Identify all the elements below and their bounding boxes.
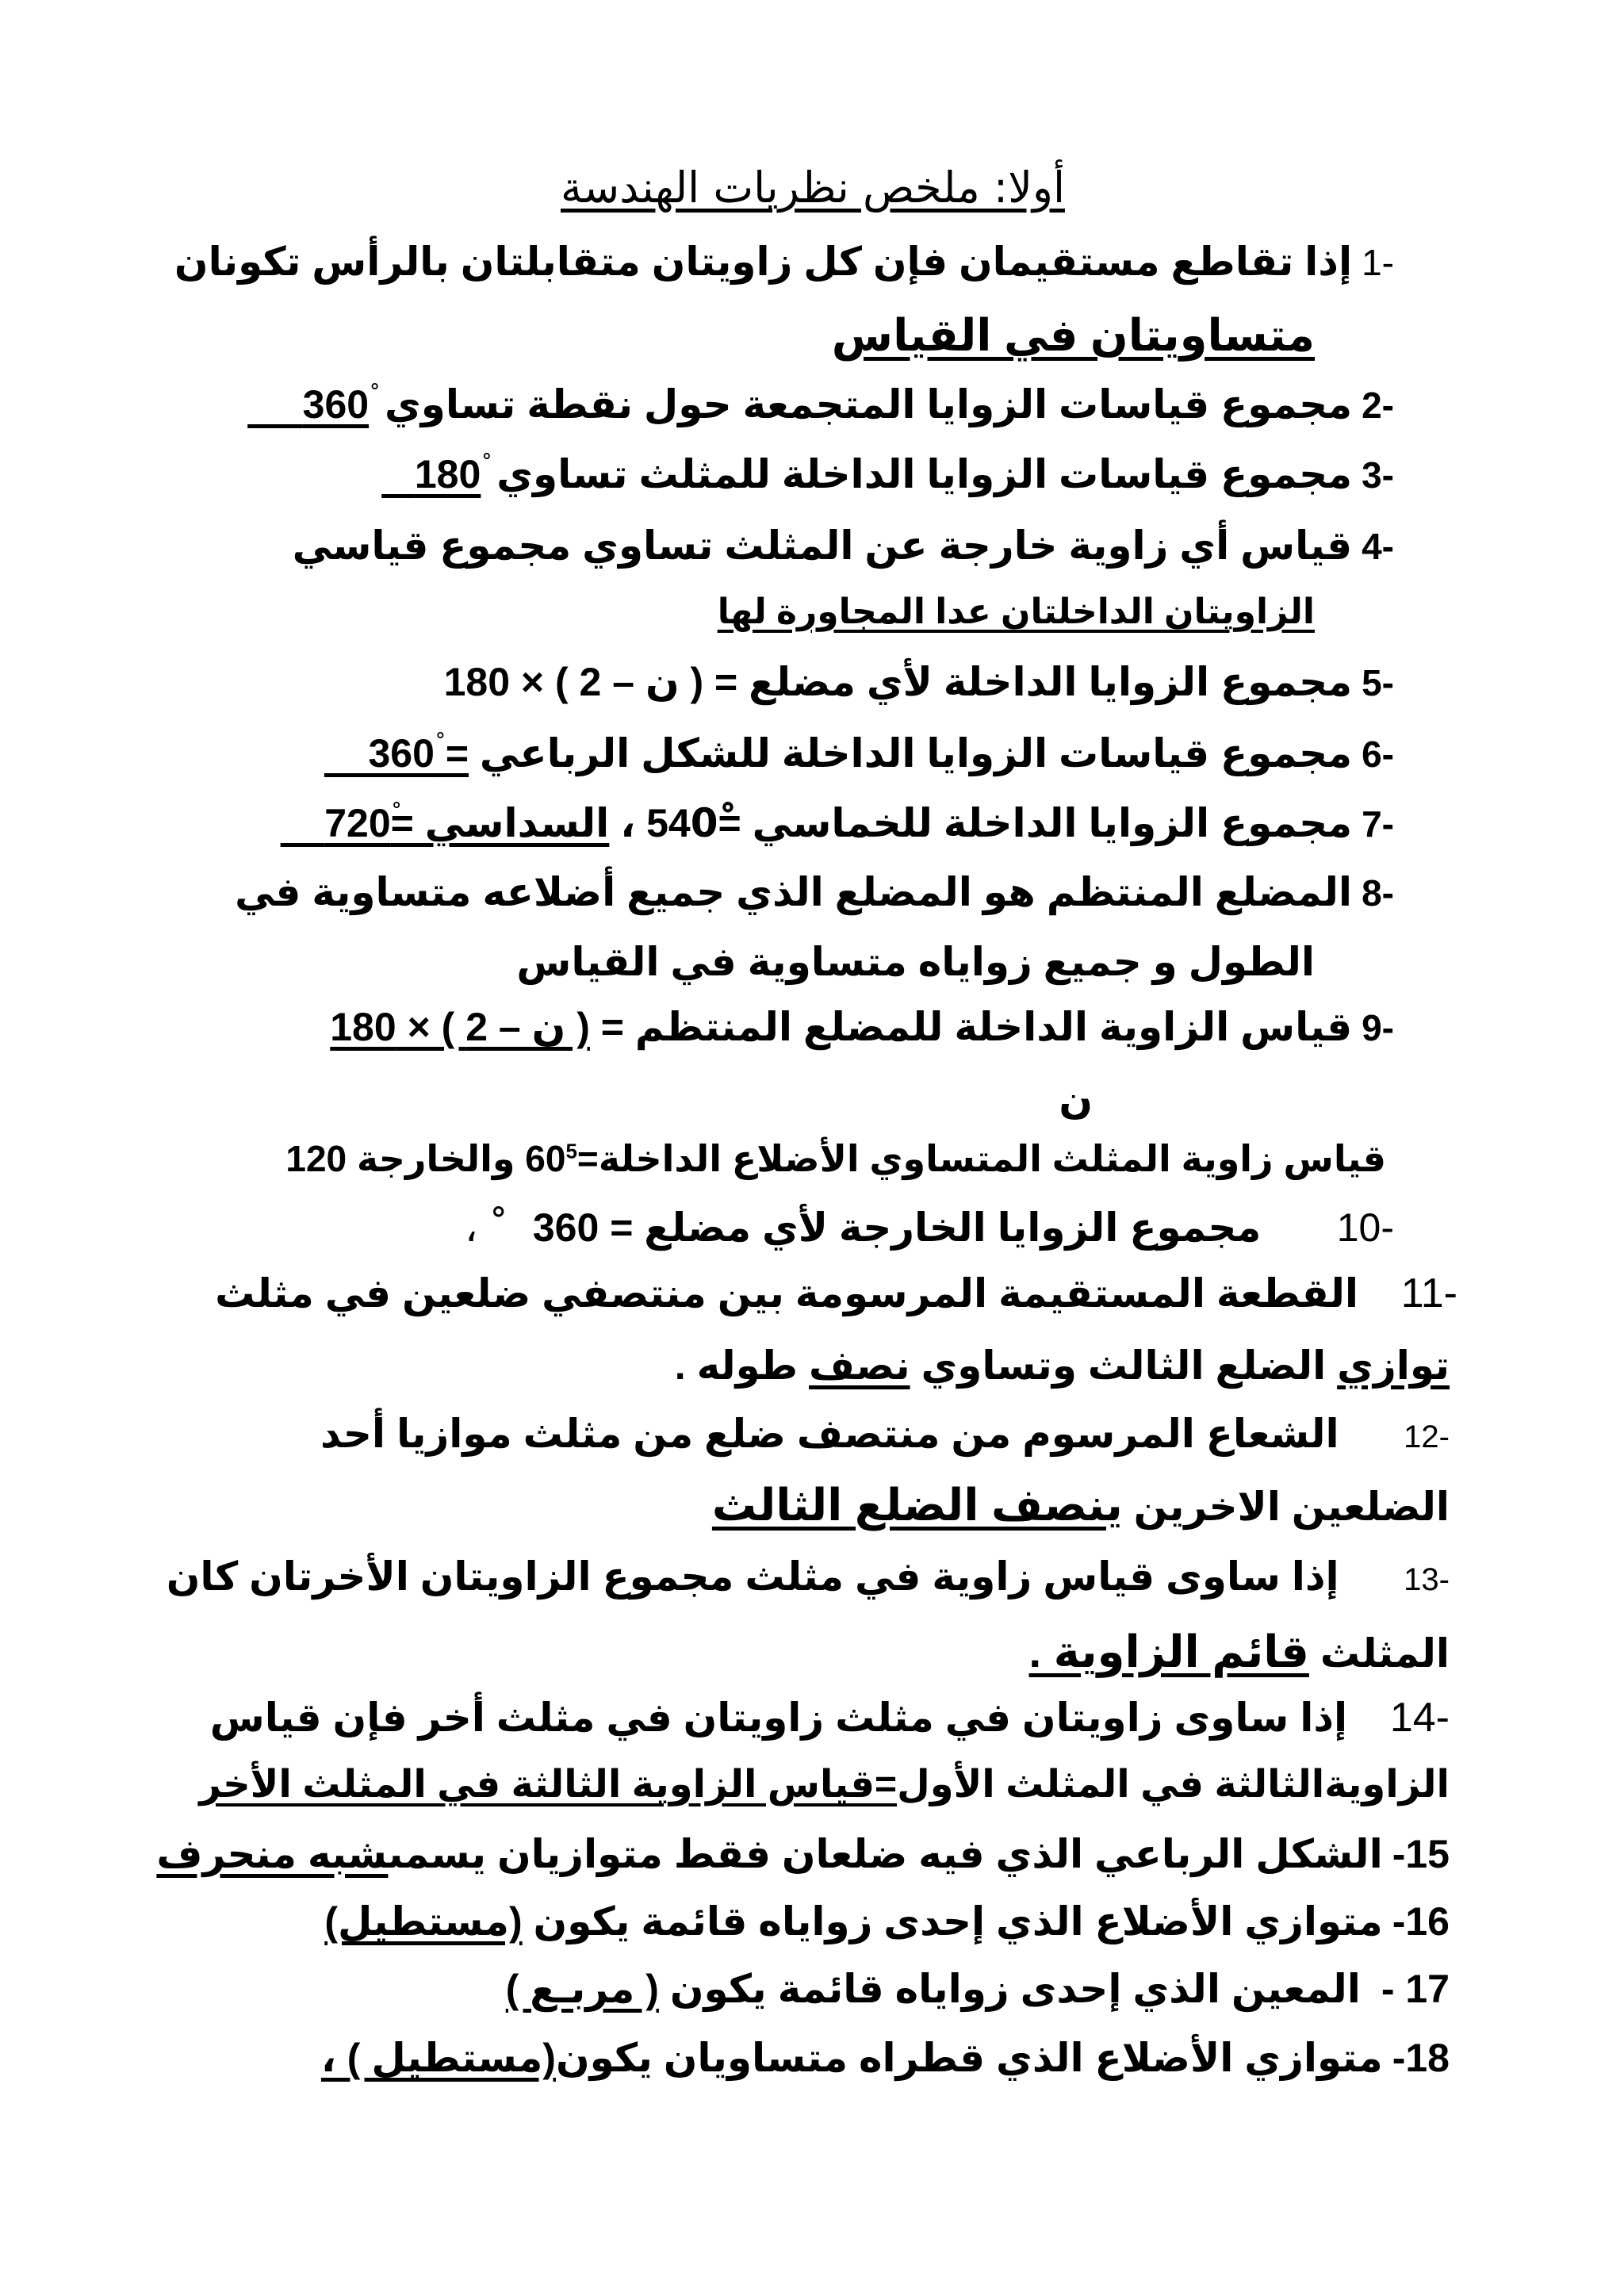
- equilateral-note: قياس زاوية المثلث المتساوي الأضلاع $الداخلة=60^5$ والخارجة 120: [285, 1138, 1386, 1179]
- item-number: 18-: [1392, 2036, 1450, 2080]
- item-12-continuation: الضلعين الاخرين ينصف الضلع الثالث: [711, 1480, 1450, 1530]
- item-number: -12: [1404, 1420, 1450, 1454]
- item-11: [215, 1270, 1457, 1316]
- item-text: متوازي الأضلاع الذي قطراه متساويان يكون: [555, 2036, 1383, 2080]
- item-number: 15-: [1392, 1832, 1450, 1876]
- item-4-continuation: الزاويتان الداخلتان عدا المجاورة لها: [717, 592, 1315, 631]
- item-13-continuation: المثلث قائم الزاوية .: [1028, 1626, 1450, 1676]
- item-9: [330, 1007, 1394, 1047]
- item-text: الشعاع المرسوم من منتصف ضلع من مثلث موازيا أحد: [320, 1412, 1339, 1456]
- item-11-continuation: توازي الضلع الثالث وتساوي نصف طوله .: [674, 1343, 1450, 1388]
- item-text: مجموع قياسات الزوايا المتجمعة حول نقطة تساوي: [384, 382, 1353, 427]
- item-value: شبه منحرف: [156, 1832, 389, 1876]
- item-number: 16-: [1392, 1899, 1450, 1944]
- item-number: -4: [1362, 526, 1394, 567]
- item-tail: ْ ،: [465, 1205, 489, 1250]
- item-3: [381, 454, 1394, 494]
- item-text: مجموع الزوايا الداخلة للخماسي =540ْ ،: [620, 801, 1353, 845]
- item-number: -9: [1362, 1007, 1394, 1048]
- item-text: الشكل الرباعي الذي فيه ضلعان فقط متوازيان يسمى: [388, 1832, 1383, 1876]
- item-8-continuation: الطول و جميع زواياه متساوية في القياس: [516, 940, 1315, 984]
- item-number: -10: [1336, 1205, 1394, 1250]
- fraction-numerator: ( ن – 2 ) × 180: [330, 1005, 590, 1049]
- item-value: (مستطيل ) ،: [320, 2036, 556, 2080]
- item-16: [324, 1899, 1450, 1944]
- page-title: أولا: ملخص نظريات الهندسة: [560, 163, 1065, 213]
- item-text: إذا ساوى زاويتان في مثلث زاويتان في مثلث أخر فإن قياس: [209, 1695, 1348, 1740]
- item-value: (مستطيل): [324, 1899, 523, 1944]
- item-18: [321, 2038, 1450, 2078]
- item-6: [324, 731, 1394, 776]
- item-text: قياس أي زاوية خارجة عن المثلث تساوي مجموع قياسي: [292, 523, 1353, 568]
- item-5: [444, 662, 1394, 702]
- item-value: ( مربـع ): [505, 1967, 659, 2011]
- item-number: -3: [1362, 454, 1394, 496]
- item-number: -5: [1362, 662, 1394, 703]
- item-14-continuation: الزاويةالثالثة في المثلث الأول=قياس الزاوية الثالثة في المثلث الأخر: [199, 1764, 1450, 1806]
- item-text: إذا ساوى قياس زاوية في مثلث مجموع الزاويتان الأخرتان كان: [166, 1554, 1339, 1599]
- item-text: المعين الذي إحدى زواياه قائمة يكون: [669, 1967, 1361, 2011]
- item-value: 180: [414, 452, 481, 496]
- item-text: القطعة المستقيمة المرسومة بين منتصفي ضلعين في مثلث: [215, 1271, 1358, 1316]
- item-text: مجموع الزوايا الداخلة لأي مضلع = ( ن – 2 ) × 180: [443, 660, 1353, 704]
- item-number: -1: [1362, 242, 1394, 283]
- item-8: [235, 872, 1394, 912]
- item-number: -8: [1362, 872, 1394, 914]
- item-14: [209, 1695, 1450, 1741]
- item-number: -6: [1362, 734, 1394, 775]
- item-text: مجموع قياسات الزوايا الداخلة للشكل الرباعي: [479, 731, 1353, 776]
- item-number: -2: [1362, 385, 1394, 426]
- item-number: -7: [1362, 803, 1394, 845]
- item-10: [465, 1205, 1394, 1250]
- item-value: 360: [302, 382, 370, 427]
- item-value: السداسي =720: [324, 801, 610, 845]
- item-text: قياس الزاوية الداخلة للمضلع المنتظم =: [600, 1005, 1353, 1049]
- fraction-denominator: ن: [1059, 1078, 1093, 1122]
- item-text: إذا تقاطع مستقيمان فإن كل زاويتان متقابلتان بالرأس تكونان: [174, 239, 1353, 284]
- item-1: [174, 239, 1394, 284]
- item-text: المضلع المنتظم هو المضلع الذي جميع أضلاعه متساوية في: [235, 870, 1353, 914]
- item-17: [506, 1969, 1450, 2009]
- item-number: -14: [1389, 1695, 1450, 1741]
- item-number: -11: [1400, 1270, 1457, 1316]
- item-7: [281, 803, 1394, 843]
- item-12: [320, 1414, 1450, 1454]
- item-value: = 360: [368, 731, 469, 776]
- item-text: متوازي الأضلاع الذي إحدى زواياه قائمة يكون: [533, 1899, 1383, 1944]
- item-number: 17 -: [1381, 1967, 1450, 2011]
- item-number: -13: [1404, 1562, 1450, 1597]
- item-text: مجموع قياسات الزوايا الداخلة للمثلث تساوي: [496, 452, 1353, 496]
- item-4: [292, 523, 1394, 568]
- item-2: [247, 382, 1394, 427]
- item-15: [156, 1834, 1450, 1874]
- item-text: مجموع الزوايا الخارجة لأي مضلع = 360: [532, 1205, 1262, 1250]
- item-1-continuation: متساويتان في القياس: [831, 310, 1315, 360]
- item-13: [166, 1554, 1450, 1599]
